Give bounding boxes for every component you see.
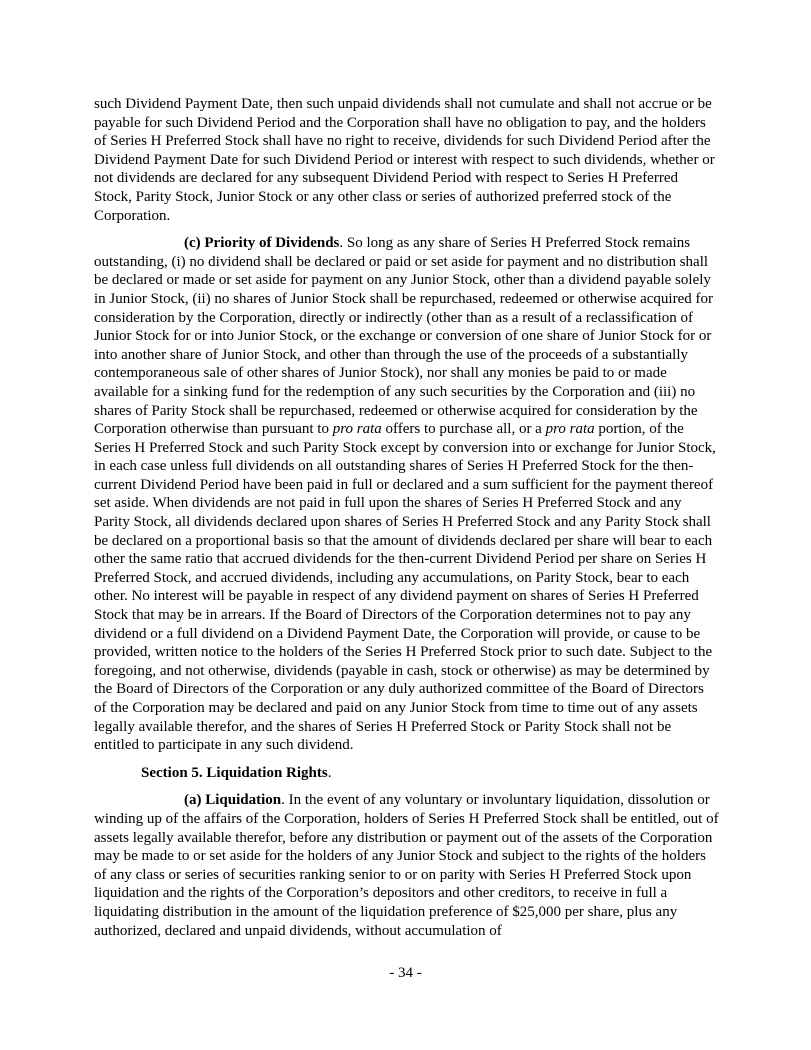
text-run: offers to purchase all, or a — [381, 421, 546, 438]
paragraph-priority-of-dividends — [94, 234, 719, 755]
text-run: such Dividend Payment Date, then such unpaid dividends shall not cumulate and shall not accrue or be payable for such Dividend Period and the Corporation shall have no obligation to pay, and the holders of Series H Preferred Stock shall have no right to receive, dividends for such Dividend Period after the Dividend Payment Date for such Dividend Period or interest with respect to such dividends, whether or not dividends are declared for any subsequent Dividend Period with respect to Series H Preferred Stock, Parity Stock, Junior Stock or any other class or series of authorized preferred stock of the Corporation. — [94, 96, 715, 224]
run-heading-liquidation: (a) Liquidation — [184, 792, 282, 809]
run-heading-priority-of-dividends: (c) Priority of Dividends — [184, 235, 340, 252]
text-run: . So long as any share of Series H Preferred Stock remains outstanding, (i) no dividend shall be declared or paid or set aside for payment and no distribution shall be declared or made or set aside for payment on any Junior Stock, other than a dividend payable solely in Junior Stock, (ii) no shares of Junior Stock shall be repurchased, redeemed or otherwise acquired for consideration by the Corporation, directly or indirectly (other than as a result of a reclassification of Junior Stock for or into Junior Stock, or the exchange or conversion of one share of Junior Stock for or into another share of Junior Stock, and other than through the use of the proceeds of a substantially contemporaneous sale of other shares of Junior Stock), nor shall any monies be paid to or made available for a sinking fund for the redemption of any such securities by the Corporation and (iii) no shares of Parity Stock shall be repurchased, redeemed or otherwise acquired for consideration by the Corporation otherwise than pursuant to — [94, 235, 713, 438]
run-heading-section-5: Section 5. Liquidation Rights — [141, 764, 328, 781]
page-number: - 34 - — [389, 965, 422, 981]
text-run: portion, of the Series H Preferred Stock and such Parity Stock except by conversion into or exchange for Junior Stock, in each case unless full dividends on all outstanding shares of Series H Preferred Stock for the then-current Dividend Period have been paid in full or declared and a sum sufficient for the payment thereof set aside. When dividends are not paid in full upon the shares of Series H Preferred Stock and any Parity Stock, all dividends declared upon shares of Series H Preferred Stock and any Parity Stock shall be declared on a proportional basis so that the amount of dividends declared per share will bear to each other the same ratio that accrued dividends for the then-current Dividend Period per share on Series H Preferred Stock, and accrued dividends, including any accumulations, on Parity Stock, bear to each other. No interest will be payable in respect of any dividend payment on shares of Series H Preferred Stock that may be in arrears. If the Board of Directors of the Corporation determines not to pay any dividend or a full dividend on a Dividend Payment Date, the Corporation will provide, or cause to be provided, written notice to the holders of the Series H Preferred Stock prior to such date. Subject to the foregoing, and not otherwise, dividends (payable in cash, stock or otherwise) as may be determined by the Board of Directors of the Corporation or any duly authorized committee of the Board of Directors of the Corporation may be declared and paid on any Junior Stock from time to time out of any assets legally available therefor, and the shares of Series H Preferred Stock or Parity Stock shall not be entitled to participate in any such dividend. — [94, 421, 716, 754]
heading-section-5-liquidation-rights — [94, 764, 719, 783]
text-run-pro-rata: pro rata — [545, 421, 595, 438]
text-run: . In the event of any voluntary or involuntary liquidation, dissolution or winding up of the affairs of the Corporation, holders of Series H Preferred Stock shall be entitled, out of assets legally available therefor, before any distribution or payment out of the assets of the Corporation may be made to or set aside for the holders of any Junior Stock and subject to the rights of the holders of any class or series of securities ranking senior to or on parity with Series H Preferred Stock upon liquidation and the rights of the Corporation’s depositors and other creditors, to receive in full a liquidating distribution in the amount of the liquidation preference of $25,000 per share, plus any authorized, declared and unpaid dividends, without accumulation of — [94, 792, 719, 939]
text-run-pro-rata: pro rata — [332, 421, 382, 438]
paragraph-dividend-continuation — [94, 95, 719, 225]
text-run: . — [327, 764, 332, 781]
paragraph-liquidation — [94, 791, 719, 940]
